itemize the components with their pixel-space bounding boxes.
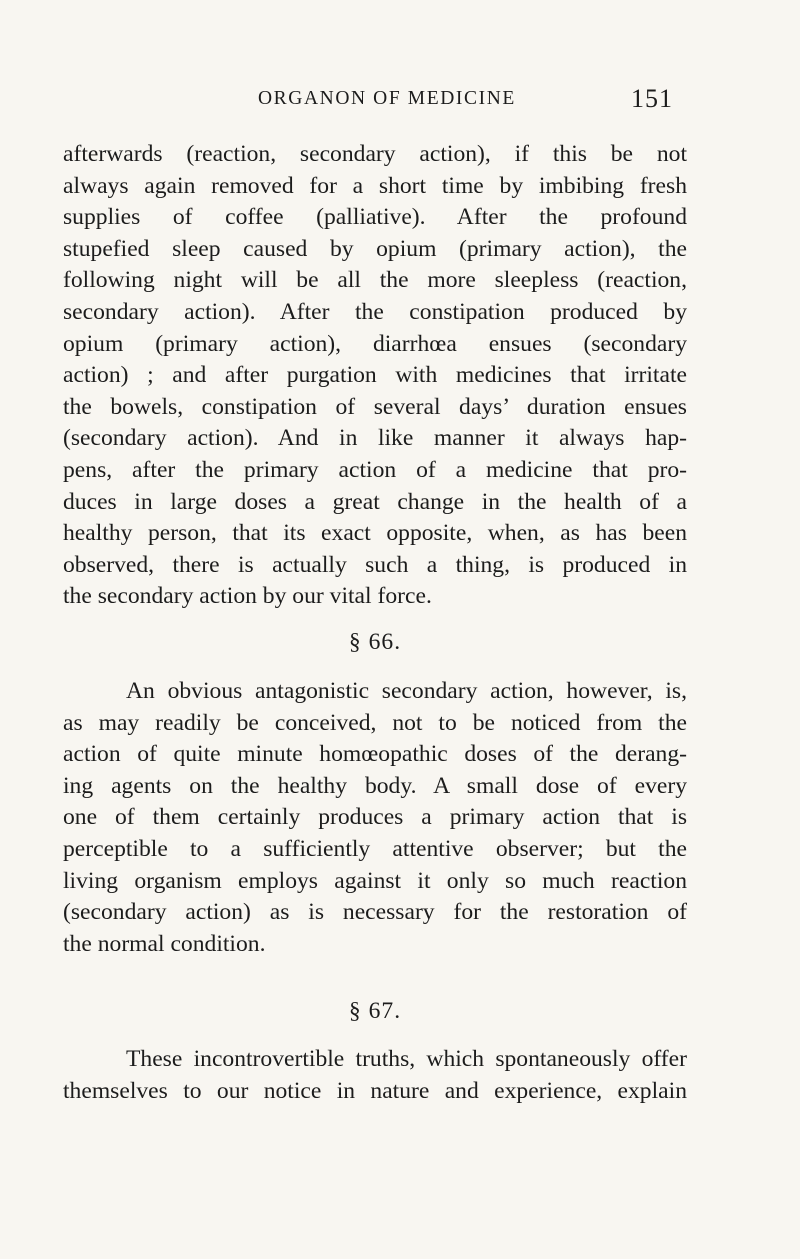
text-line: An obvious antagonistic secondary action, however, is,: [126, 678, 687, 704]
text-line: themselves to our notice in nature and experience, explain: [63, 1077, 687, 1104]
text-line: observed, there is actually such a thing, is produced in: [63, 551, 687, 578]
text-line: always again removed for a short time by imbibing fresh: [63, 172, 687, 199]
text-line: opium (primary action), diarrhœa ensues (secondary: [63, 330, 687, 357]
text-line: ing agents on the healthy body. A small dose of every: [63, 772, 687, 799]
text-line: afterwards (reaction, secondary action), if this be not: [63, 141, 687, 167]
text-line: duces in large doses a great change in the health of a: [63, 488, 687, 515]
text-line: healthy person, that its exact opposite, when, as has been: [63, 520, 687, 547]
text-line: the bowels, constipation of several days’ duration ensues: [63, 393, 687, 420]
running-title: ORGANON OF MEDICINE: [258, 88, 516, 109]
text-line: as may readily be conceived, not to be noticed from the: [63, 709, 687, 736]
text-line: action of quite minute homœopathic doses of the derang-: [63, 741, 687, 768]
text-line: (secondary action). And in like manner it always hap-: [63, 425, 687, 452]
section-heading-66: § 66.: [348, 629, 402, 655]
section-66-paragraph: [63, 676, 687, 960]
running-head: [258, 88, 678, 110]
paragraph-continuation: [63, 139, 687, 613]
text-line: (secondary action) as is necessary for the restoration of: [63, 899, 687, 926]
section-67-paragraph: [63, 1044, 687, 1107]
text-line: These incontrovertible truths, which spontaneously offer: [126, 1046, 687, 1072]
text-line: the normal condition.: [63, 930, 266, 957]
text-line: stupefied sleep caused by opium (primary action), the: [63, 235, 687, 262]
text-line: the secondary action by our vital force.: [63, 583, 432, 610]
text-line: one of them certainly produces a primary action that is: [63, 804, 687, 831]
page-number: 151: [631, 84, 673, 113]
text-line: secondary action). After the constipation produced by: [63, 298, 687, 325]
text-line: perceptible to a sufficiently attentive observer; but the: [63, 835, 687, 862]
text-line: action) ; and after purgation with medicines that irritate: [63, 362, 687, 389]
section-heading-67: § 67.: [348, 998, 402, 1024]
text-line: supplies of coffee (palliative). After the profound: [63, 204, 687, 231]
text-line: living organism employs against it only so much reaction: [63, 867, 687, 894]
text-line: following night will be all the more sleepless (reaction,: [63, 267, 687, 294]
text-line: pens, after the primary action of a medicine that pro-: [63, 456, 687, 483]
